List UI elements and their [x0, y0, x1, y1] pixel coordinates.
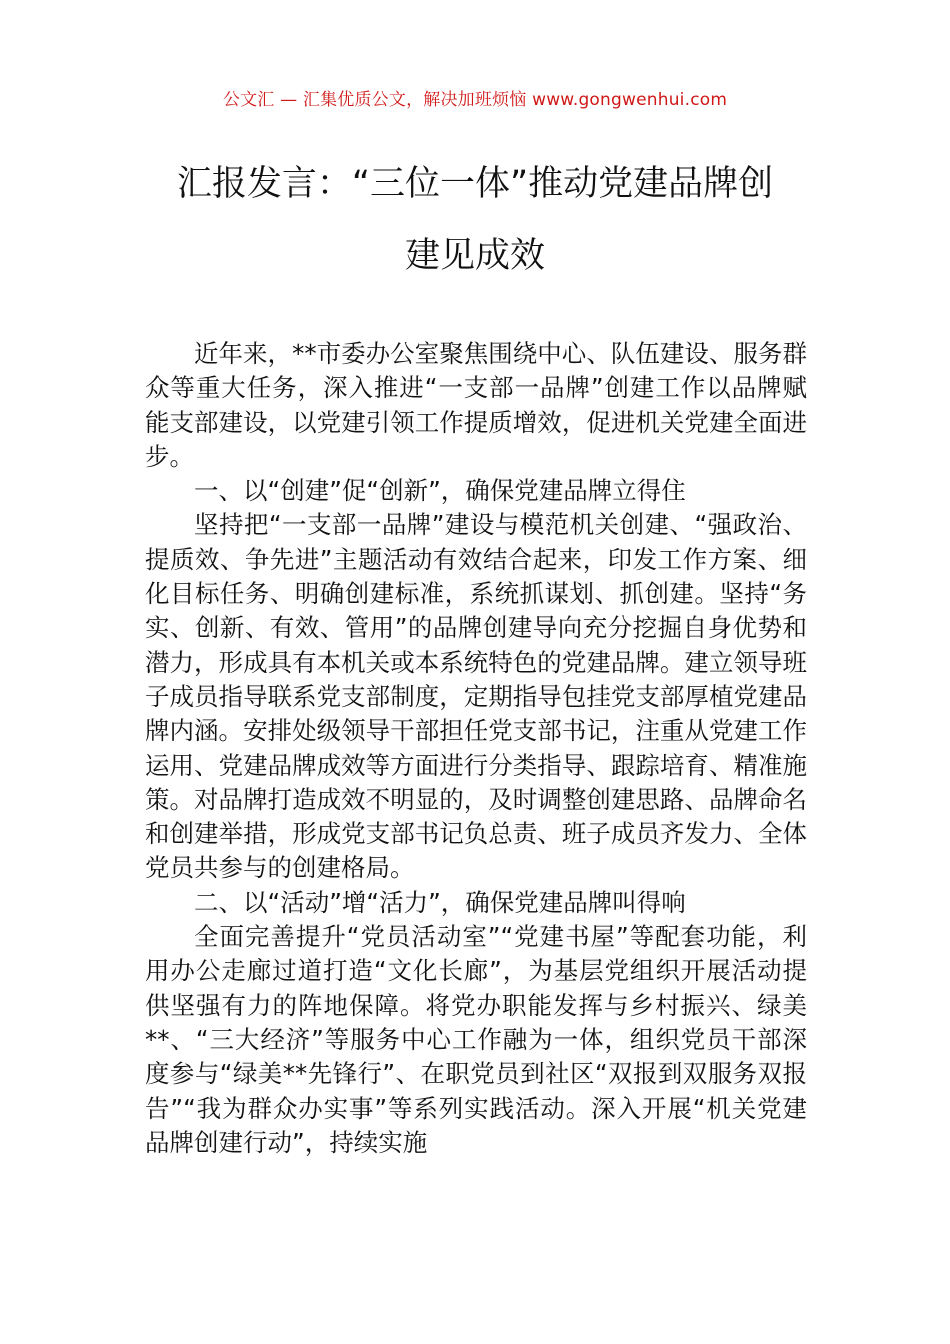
title-line-2: 建见成效 — [404, 236, 545, 276]
section-heading-2: 二、以“活动”增“活力”，确保党建品牌叫得响 — [194, 887, 686, 917]
document-title — [145, 148, 805, 292]
intro-paragraph: 近年来，**市委办公室聚焦围绕中心、队伍建设、服务群众等重大任务，深入推进“一支部一品牌”创建工作以品牌赋能支部建设，以党建引领工作提质增效，促进机关党建全面进步。 — [145, 339, 807, 471]
title-line-1: 汇报发言：“三位一体”推动党建品牌创 — [176, 164, 774, 204]
section-heading-1: 一、以“创建”促“创新”，确保党建品牌立得住 — [194, 476, 686, 506]
section-1-paragraph: 坚持把“一支部一品牌”建设与模范机关创建、“强政治、提质效、争先进”主题活动有效结合起来，印发工作方案、细化目标任务、明确创建标准，系统抓谋划、抓创建。坚持“务实、创新、有效、管用”的品牌创建导向充分挖掘自身优势和潜力，形成具有本机关或本系统特色的党建品牌。建立领导班子成员指导联系党支部制度，定期指导包挂党支部厚植党建品牌内涵。安排处级领导干部担任党支部书记，注重从党建工作运用、党建品牌成效等方面进行分类指导、跟踪培育、精准施策。对品牌打造成效不明显的，及时调整创建思路、品牌命名和创建举措，形成党支部书记负总责、班子成员齐发力、全体党员共参与的创建格局。 — [145, 510, 807, 883]
site-banner: 公文汇 — 汇集优质公文，解决加班烦恼 www.gongwenhui.com — [222, 90, 728, 110]
document-body — [145, 337, 807, 1160]
section-2-paragraph: 全面完善提升“党员活动室”“党建书屋”等配套功能，利用办公走廊过道打造“文化长廊”，为基层党组织开展活动提供坚强有力的阵地保障。将党办职能发挥与乡村振兴、绿美**、“三大经济”等服务中心工作融为一体，组织党员干部深度参与“绿美**先锋行”、在职党员到社区“双报到双服务双报告”“我为群众办实事”等系列实践活动。深入开展“机关党建品牌创建行动”，持续实施 — [145, 922, 807, 1157]
